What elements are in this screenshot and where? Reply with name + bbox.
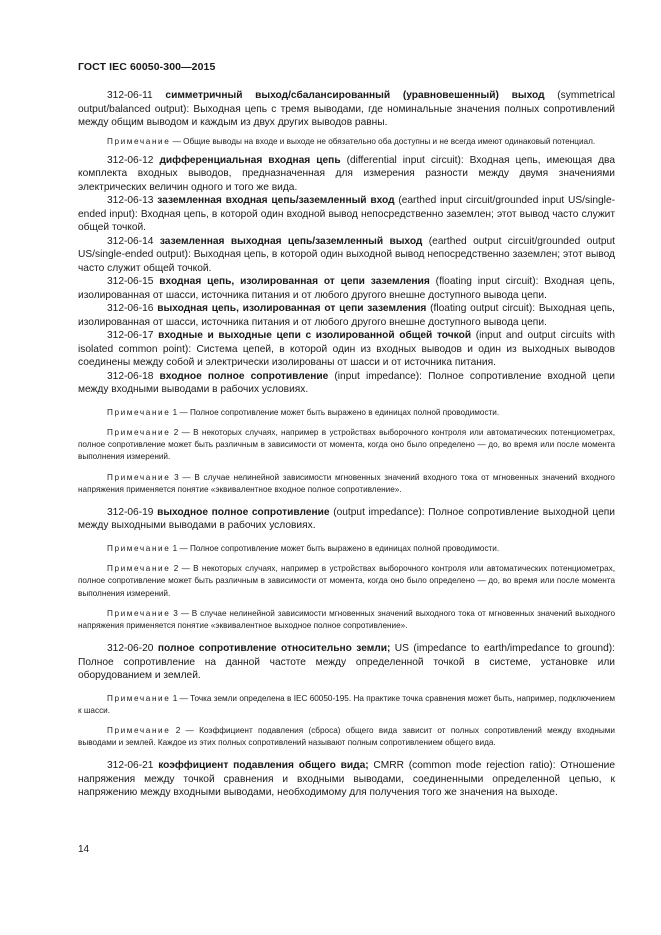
entry-number: 312-06-11 xyxy=(107,90,153,101)
entry-text: (earthed output circuit/grounded output US/single-ended output): Выходная цепь, в которой один выходной вывод непосредственно заземлен; этот вывод часто служит общей точкой. xyxy=(78,235,615,274)
note-label: Примечание xyxy=(107,608,171,618)
entry-number: 312-06-20 xyxy=(107,643,154,655)
note xyxy=(78,608,615,632)
entry-number: 312-06-12 xyxy=(107,154,154,166)
entry-312-06-19 xyxy=(78,506,615,533)
note-label: Примечание xyxy=(107,427,171,437)
note-label: Примечание xyxy=(107,726,171,736)
entry-term: дифференциальная входная цепь xyxy=(159,154,341,166)
note-label: Примечание xyxy=(107,543,171,553)
entry-number: 312-06-16 xyxy=(107,303,154,315)
note-label: Примечание xyxy=(107,564,171,574)
entry-term: выходное полное сопротивление xyxy=(157,506,330,518)
entry-text: (floating output circuit): Выходная цепь, изолированная от шасси, источника питания и от любого другого внешне доступного вывода цепи. xyxy=(78,303,615,328)
entry-text: (output impedance): Полное сопротивление выходной цепи между выходными выводами в рабочих условиях. xyxy=(78,506,615,532)
entry-number: 312-06-21 xyxy=(107,760,154,772)
entry-312-06-15 xyxy=(78,275,615,302)
entry-number: 312-06-15 xyxy=(107,276,154,288)
entry-term: входная цепь, изолированная от цепи заземления xyxy=(159,276,430,288)
entry-term: выходная цепь, изолированная от цепи заземления xyxy=(157,303,427,315)
entry-312-06-13 xyxy=(78,194,615,235)
entry-number: 312-06-14 xyxy=(107,235,154,247)
note xyxy=(78,136,615,148)
note-label: Примечание xyxy=(107,472,171,482)
entry-term: заземленная выходная цепь/заземленный выход xyxy=(159,235,423,247)
entry-term: входные и выходные цепи с изолированной общей точкой xyxy=(158,330,472,342)
note-label: Примечание xyxy=(107,136,171,146)
entry-text: (earthed input circuit/grounded input US/single-ended input): Входная цепь, в которой один входной вывод непосредственно заземлен; этот вывод часто служит общей точкой. xyxy=(78,195,615,234)
entry-term: входное полное сопротивление xyxy=(159,370,329,382)
note xyxy=(78,472,615,496)
note xyxy=(78,563,615,600)
note-text: 1 — Полное сопротивление может быть выражено в единицах полной проводимости. xyxy=(170,543,500,553)
entry-312-06-12 xyxy=(78,154,615,195)
entry-text: (floating input circuit): Входная цепь, изолированная от шасси, источника питания и от любого другого внешне доступного вывода цепи. xyxy=(78,276,615,301)
entry-text: CMRR (common mode rejection ratio): Отношение напряжения между точкой сравнения и входными выводами, соединенными определенной цепью, к напряжению между входными выводами, необходимому для получения того же значения на выходе. xyxy=(78,760,615,799)
entry-term: полное сопротивление относительно земли; xyxy=(157,643,391,655)
entry-text: (differential input circuit): Входная цепь, имеющая два комплекта входных выводов, предназначенная для измерения разности между двумя значениями электрических величин одного и того же вида. xyxy=(78,154,615,193)
entry-312-06-11 xyxy=(78,89,615,130)
note-text: 3 — В случае нелинейной зависимости мгновенных значений входного тока от мгновенных значений входного напряжения применяется понятие «эквивалентное входное полное сопротивление». xyxy=(78,472,615,494)
entry-312-06-14 xyxy=(78,235,615,276)
entry-number: 312-06-13 xyxy=(107,195,154,207)
note-text: 2 — В некоторых случаях, например в устройствах выборочного контроля или автоматических потенциометрах, полное сопротивление может быть различным в зависимости от момента, когда оно было определено — до, во время или после момента выполнения измерений. xyxy=(78,564,615,598)
page-number: 14 xyxy=(78,844,90,855)
note xyxy=(78,427,615,464)
entry-312-06-20 xyxy=(78,642,615,683)
entry-text: US (impedance to earth/impedance to ground): Полное сопротивление на данной частоте между определенной точкой в системе, установке или оборудованием и землей. xyxy=(78,643,615,682)
entry-312-06-18 xyxy=(78,370,615,397)
entry-312-06-17 xyxy=(78,329,615,370)
entry-number: 312-06-19 xyxy=(107,506,154,518)
note-text: 2 — Коэффициент подавления (сброса) общего вида зависит от полных сопротивлений между входными выводами и землей. Каждое из этих полных сопротивлений называют полным сопротивлением общего вида. xyxy=(78,726,615,748)
note-text: 1 — Полное сопротивление может быть выражено в единицах полной проводимости. xyxy=(170,407,500,417)
note xyxy=(78,407,615,419)
entry-term: симметричный выход/сбалансированный (уравновешенный) выход xyxy=(165,90,545,101)
note-text: — Общие выводы на входе и выходе не обязательно оба доступны и не всегда имеют одинаковый потенциал. xyxy=(170,136,596,146)
note xyxy=(78,725,615,749)
note xyxy=(78,543,615,555)
entry-number: 312-06-17 xyxy=(107,330,154,342)
note-text: 2 — В некоторых случаях, например в устройствах выборочного контроля или автоматических потенциометрах, полное сопротивление может быть различным в зависимости от момента, когда оно было определено — до, во время или после момента выполнения измерений. xyxy=(78,427,615,462)
note-label: Примечание xyxy=(107,693,171,703)
document-body xyxy=(78,89,615,800)
note-label: Примечание xyxy=(107,407,171,417)
entry-text: (input and output circuits with isolated common point): Система цепей, в которой один из входных выводов и один из выходных выводов соединены между собой и электрически изолированы от шасси и от источника питания. xyxy=(78,330,615,369)
entry-number: 312-06-18 xyxy=(107,370,154,382)
entry-text: (symmetrical output/balanced output): Выходная цепь с тремя выводами, где номинальные значения полных сопротивлений между общим выводом и каждым из двух других выводов равны. xyxy=(78,90,615,128)
note xyxy=(78,693,615,717)
entry-312-06-16 xyxy=(78,302,615,329)
document-header: ГОСТ IEC 60050-300—2015 xyxy=(78,61,216,73)
entry-text: (input impedance): Полное сопротивление входной цепи между входными выводами в рабочих условиях. xyxy=(78,370,615,396)
entry-term: заземленная входная цепь/заземленный вход xyxy=(157,195,395,207)
entry-312-06-21 xyxy=(78,759,615,800)
entry-term: коэффициент подавления общего вида; xyxy=(158,760,369,772)
note-text: 1 — Точка земли определена в IEC 60050-195. На практике точка сравнения может быть, например, подключением к шасси. xyxy=(78,693,615,715)
note-text: 3 — В случае нелинейной зависимости мгновенных значений выходного тока от мгновенных значений выходного напряжения применяется понятие «эквивалентное выходное полное сопротивление». xyxy=(78,608,615,630)
